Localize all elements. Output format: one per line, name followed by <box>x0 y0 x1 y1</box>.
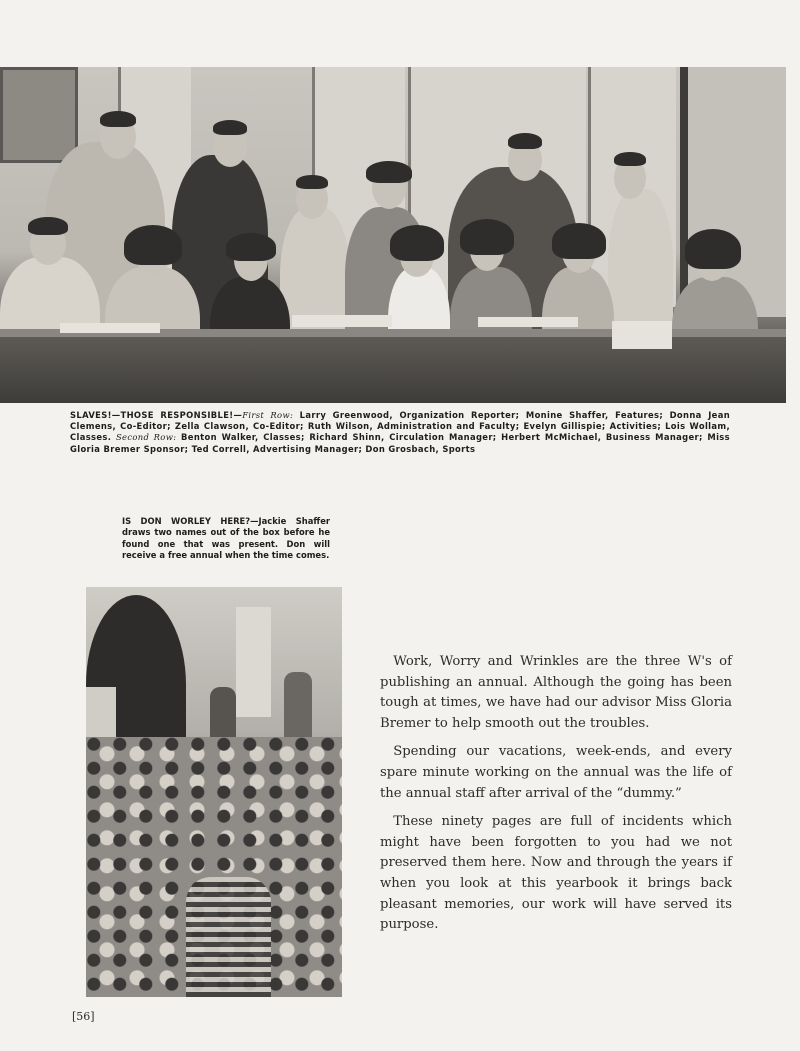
first-row-names: Larry Greenwood, Organization Reporter; Monine Shaffer, Features; Donna Jean Clemens, Co-Editor; Zella Clawson, Co-Editor; Ruth Wilson, Administration and Faculty; Evelyn Gillispie; Activities; Lois Wollam, Classes. <box>70 410 731 443</box>
person-hair <box>213 120 247 135</box>
person-hair <box>614 152 646 166</box>
open-book <box>60 323 160 333</box>
person-hair <box>124 225 182 265</box>
staff-photo-caption <box>70 410 730 455</box>
open-book <box>612 321 672 349</box>
name-drawing-photo <box>86 587 342 997</box>
person-hair <box>460 219 514 255</box>
second-row-names: Benton Walker, Classes; Richard Shinn, Circulation Manager; Herbert McMichael, Business Manager; Miss Gloria Bremer Sponsor; Ted Correll, Advertising Manager; Don Grosbach, Sports <box>70 432 730 454</box>
second-row-label: Second Row: <box>115 432 177 443</box>
body-text <box>380 652 732 944</box>
person-hair <box>100 111 136 127</box>
paragraph: These ninety pages are full of incidents which might have been forgotten to you had we not preserved them here. Now and through the years if when you look at this yearbook it brings back pleasant memories, our work will have served its purpose. <box>380 814 732 933</box>
person-hair <box>390 225 444 261</box>
paragraph: Spending our vacations, week-ends, and every spare minute working on the annual was the life of the annual staff after arrival of the “dummy.” <box>380 744 732 801</box>
door-panel <box>236 607 271 717</box>
open-book <box>478 317 578 327</box>
person-hair <box>508 133 542 149</box>
drawing-photo-caption: IS DON WORLEY HERE?—Jackie Shaffer draws two names out of the box before he found one that was present. Don will receive a free annual when the time comes. <box>122 516 330 560</box>
student-plaid-shirt <box>186 877 271 997</box>
first-row-label: First Row: <box>242 410 294 420</box>
person-hair <box>226 233 276 261</box>
person-hair <box>28 217 68 235</box>
person-hair <box>366 161 412 183</box>
person-hair <box>552 223 606 259</box>
wall-picture-frame <box>0 67 78 163</box>
person-hair <box>296 175 328 189</box>
person-hair <box>685 229 741 269</box>
caption-heading: SLAVES!—THOSE RESPONSIBLE!— <box>70 410 243 420</box>
page-number: [56] <box>72 1010 95 1023</box>
paragraph: Work, Worry and Wrinkles are the three W's of publishing an annual. Although the going has been tough at times, we have had our advisor Miss Gloria Bremer to help smooth out the troubles. <box>380 654 732 731</box>
open-book <box>292 315 392 327</box>
staff-group-photo <box>0 67 786 403</box>
